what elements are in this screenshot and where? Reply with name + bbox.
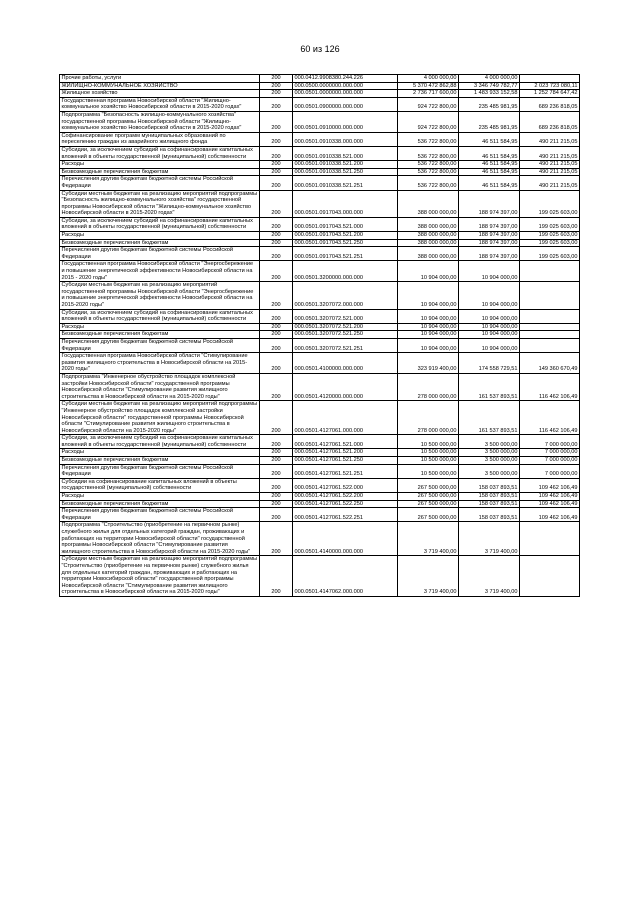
row-unexecuted-cell	[520, 323, 580, 331]
table-row	[60, 331, 580, 339]
row-classification-cell: 000.0501.0910338.521.250	[293, 168, 398, 176]
row-name-cell: Софинансирование программ муниципальных образований по переселению граждан из аварийного жилищного фонда	[60, 132, 260, 146]
row-executed-cell: 188 974 397,00	[459, 239, 520, 247]
row-code-cell: 200	[260, 97, 293, 111]
row-unexecuted-cell: 7 000 000,00	[520, 435, 580, 449]
table-row	[60, 176, 580, 190]
row-approved-cell: 10 904 000,00	[398, 309, 459, 323]
table-row	[60, 401, 580, 435]
row-code-cell: 200	[260, 373, 293, 400]
row-executed-cell: 161 537 893,51	[459, 401, 520, 435]
row-executed-cell: 161 537 893,51	[459, 373, 520, 400]
row-classification-cell: 000.0501.4127061.522.000	[293, 478, 398, 492]
row-approved-cell: 278 000 000,00	[398, 401, 459, 435]
row-code-cell: 200	[260, 449, 293, 457]
row-classification-cell: 000.0501.0917043.521.251	[293, 247, 398, 261]
row-name-cell: Безвозмездные перечисления бюджетам	[60, 239, 260, 247]
row-unexecuted-cell: 490 211 215,05	[520, 146, 580, 160]
row-classification-cell: 000.0501.0917043.521.000	[293, 217, 398, 231]
row-approved-cell: 267 500 000,00	[398, 508, 459, 522]
row-code-cell: 200	[260, 556, 293, 597]
row-executed-cell: 158 037 893,51	[459, 500, 520, 508]
row-code-cell: 200	[260, 176, 293, 190]
row-executed-cell: 235 485 981,95	[459, 111, 520, 132]
table-row	[60, 464, 580, 478]
row-classification-cell: 000.0501.4127061.521.000	[293, 435, 398, 449]
row-approved-cell: 10 904 000,00	[398, 261, 459, 282]
row-unexecuted-cell	[520, 556, 580, 597]
row-approved-cell: 536 722 800,00	[398, 146, 459, 160]
row-code-cell: 200	[260, 146, 293, 160]
row-name-cell: Государственная программа Новосибирской области "Жилищно-коммунальное хозяйство Новосибирской области в 2015-2020 годах"	[60, 97, 260, 111]
row-executed-cell: 158 037 893,51	[459, 493, 520, 501]
row-code-cell: 200	[260, 132, 293, 146]
row-approved-cell: 267 500 000,00	[398, 493, 459, 501]
row-name-cell: Субсидии, за исключением субсидий на софинансирование капитальных вложений в объекты государственной (муниципальной) собственности	[60, 146, 260, 160]
row-code-cell: 200	[260, 353, 293, 374]
row-unexecuted-cell: 7 000 000,00	[520, 449, 580, 457]
row-approved-cell: 10 500 000,00	[398, 457, 459, 465]
row-unexecuted-cell: 109 462 106,49	[520, 500, 580, 508]
row-classification-cell: 000.0412.9908380.244.226	[293, 75, 398, 83]
row-unexecuted-cell: 490 211 215,05	[520, 176, 580, 190]
table-row	[60, 449, 580, 457]
row-name-cell: ЖИЛИЩНО-КОММУНАЛЬНОЕ ХОЗЯЙСТВО	[60, 82, 260, 90]
row-name-cell: Субсидии местным бюджетам на реализацию мероприятий государственной программы Новосибирской области "Энергосбережение и повышение энергетической эффективности Новосибирской области на 2015-2020 годы"	[60, 282, 260, 309]
row-executed-cell: 3 719 400,00	[459, 522, 520, 556]
row-classification-cell: 000.0501.3207072.521.000	[293, 309, 398, 323]
row-classification-cell: 000.0501.3207072.521.200	[293, 323, 398, 331]
table-row	[60, 457, 580, 465]
row-code-cell: 200	[260, 522, 293, 556]
table-row	[60, 132, 580, 146]
table-row	[60, 338, 580, 352]
table-row	[60, 353, 580, 374]
row-executed-cell: 3 500 000,00	[459, 464, 520, 478]
row-classification-cell: 000.0501.0910338.521.000	[293, 146, 398, 160]
row-classification-cell: 000.0501.4147062.000.000	[293, 556, 398, 597]
row-classification-cell: 000.0501.0910000.000.000	[293, 111, 398, 132]
row-classification-cell: 000.0501.4127061.522.251	[293, 508, 398, 522]
row-unexecuted-cell: 7 000 000,00	[520, 464, 580, 478]
row-name-cell: Расходы	[60, 323, 260, 331]
table-row	[60, 373, 580, 400]
table-row	[60, 478, 580, 492]
row-code-cell: 200	[260, 282, 293, 309]
table-row	[60, 435, 580, 449]
row-code-cell: 200	[260, 190, 293, 217]
table-row	[60, 239, 580, 247]
row-name-cell: Расходы	[60, 449, 260, 457]
row-executed-cell: 3 500 000,00	[459, 435, 520, 449]
row-executed-cell: 188 974 397,00	[459, 217, 520, 231]
row-approved-cell: 536 722 800,00	[398, 161, 459, 169]
row-code-cell: 200	[260, 168, 293, 176]
row-code-cell: 200	[260, 111, 293, 132]
row-approved-cell: 10 500 000,00	[398, 435, 459, 449]
row-approved-cell: 536 722 800,00	[398, 132, 459, 146]
table-row	[60, 508, 580, 522]
row-executed-cell: 3 500 000,00	[459, 449, 520, 457]
row-unexecuted-cell: 116 462 106,49	[520, 373, 580, 400]
row-code-cell: 200	[260, 493, 293, 501]
row-classification-cell: 000.0501.0910338.521.251	[293, 176, 398, 190]
row-unexecuted-cell: 109 462 106,49	[520, 508, 580, 522]
table-row	[60, 161, 580, 169]
row-approved-cell: 10 904 000,00	[398, 282, 459, 309]
row-approved-cell: 3 719 400,00	[398, 522, 459, 556]
row-executed-cell: 1 483 933 152,58	[459, 90, 520, 98]
row-approved-cell: 5 370 472 862,88	[398, 82, 459, 90]
row-classification-cell: 000.0501.4127061.521.200	[293, 449, 398, 457]
row-name-cell: Перечисления другим бюджетам бюджетной системы Российской Федерации	[60, 176, 260, 190]
row-executed-cell: 4 000 000,00	[459, 75, 520, 83]
row-executed-cell: 10 904 000,00	[459, 309, 520, 323]
row-executed-cell: 235 485 981,95	[459, 97, 520, 111]
row-classification-cell: 000.0501.0900000.000.000	[293, 97, 398, 111]
row-classification-cell: 000.0501.4127061.521.250	[293, 457, 398, 465]
row-classification-cell: 000.0501.3207072.521.251	[293, 338, 398, 352]
table-row	[60, 556, 580, 597]
table-row	[60, 261, 580, 282]
row-classification-cell: 000.0501.0000000.000.000	[293, 90, 398, 98]
row-executed-cell: 46 511 584,95	[459, 132, 520, 146]
row-approved-cell: 388 000 000,00	[398, 190, 459, 217]
row-code-cell: 200	[260, 338, 293, 352]
row-executed-cell: 10 904 000,00	[459, 331, 520, 339]
row-approved-cell: 924 722 800,00	[398, 97, 459, 111]
row-code-cell: 200	[260, 323, 293, 331]
row-executed-cell: 46 511 584,95	[459, 146, 520, 160]
row-name-cell: Безвозмездные перечисления бюджетам	[60, 331, 260, 339]
row-approved-cell: 2 736 717 600,00	[398, 90, 459, 98]
table-row	[60, 309, 580, 323]
table-row	[60, 111, 580, 132]
row-executed-cell: 10 904 000,00	[459, 338, 520, 352]
table-row	[60, 90, 580, 98]
row-name-cell: Подпрограмма "Строительство (приобретение на первичном рынке) служебного жилья для отдельных категорий граждан, проживающих и работающих на территории Новосибирской области" государственной программы Новосибирской области "Стимулирование развития жилищного строительства в Новосибирской области на 2015-2020 годы"	[60, 522, 260, 556]
row-executed-cell: 188 974 397,00	[459, 190, 520, 217]
row-code-cell: 200	[260, 232, 293, 240]
row-executed-cell: 46 511 584,95	[459, 176, 520, 190]
row-classification-cell: 000.0501.0917043.521.200	[293, 232, 398, 240]
row-code-cell: 200	[260, 90, 293, 98]
row-executed-cell: 174 558 729,51	[459, 353, 520, 374]
row-approved-cell: 388 000 000,00	[398, 217, 459, 231]
table-row	[60, 146, 580, 160]
row-unexecuted-cell	[520, 261, 580, 282]
row-name-cell: Перечисления другим бюджетам бюджетной системы Российской Федерации	[60, 247, 260, 261]
row-name-cell: Безвозмездные перечисления бюджетам	[60, 168, 260, 176]
row-executed-cell: 10 904 000,00	[459, 323, 520, 331]
row-unexecuted-cell: 149 360 670,49	[520, 353, 580, 374]
row-unexecuted-cell: 199 025 603,00	[520, 247, 580, 261]
row-code-cell: 200	[260, 247, 293, 261]
row-approved-cell: 536 722 800,00	[398, 176, 459, 190]
row-executed-cell: 188 974 397,00	[459, 232, 520, 240]
row-classification-cell: 000.0501.0910338.521.200	[293, 161, 398, 169]
row-unexecuted-cell	[520, 331, 580, 339]
row-approved-cell: 278 000 000,00	[398, 373, 459, 400]
row-code-cell: 200	[260, 217, 293, 231]
table-row	[60, 232, 580, 240]
row-unexecuted-cell	[520, 282, 580, 309]
row-name-cell: Субсидии на софинансирование капитальных вложений в объекты государственной (муниципальной) собственности	[60, 478, 260, 492]
row-approved-cell: 267 500 000,00	[398, 500, 459, 508]
row-classification-cell: 000.0501.0917043.000.000	[293, 190, 398, 217]
row-code-cell: 200	[260, 261, 293, 282]
row-code-cell: 200	[260, 331, 293, 339]
row-name-cell: Подпрограмма "Безопасность жилищно-коммунального хозяйства" государственной программы Новосибирской области "Жилищно-коммунальное хозяйство Новосибирской области в 2015-2020 годах"	[60, 111, 260, 132]
row-unexecuted-cell	[520, 309, 580, 323]
row-unexecuted-cell: 490 211 215,05	[520, 161, 580, 169]
row-classification-cell: 000.0501.4127061.000.000	[293, 401, 398, 435]
row-name-cell: Субсидии местным бюджетам на реализацию мероприятий подпрограммы "Безопасность жилищно-коммунального хозяйства" государственной программы Новосибирской области "Жилищно-коммунальное хозяйство Новосибирской области в 2015-2020 годах"	[60, 190, 260, 217]
row-executed-cell: 188 974 397,00	[459, 247, 520, 261]
row-name-cell: Прочие работы, услуги	[60, 75, 260, 83]
row-classification-cell: 000.0501.3207072.521.250	[293, 331, 398, 339]
row-name-cell: Субсидии, за исключением субсидий на софинансирование капитальных вложений в объекты государственной (муниципальной) собственности	[60, 435, 260, 449]
row-approved-cell: 10 904 000,00	[398, 338, 459, 352]
row-classification-cell: 000.0501.0910338.000.000	[293, 132, 398, 146]
row-name-cell: Безвозмездные перечисления бюджетам	[60, 500, 260, 508]
row-code-cell: 200	[260, 464, 293, 478]
row-executed-cell: 158 037 893,51	[459, 478, 520, 492]
row-name-cell: Жилищное хозяйство	[60, 90, 260, 98]
table-row	[60, 75, 580, 83]
row-approved-cell: 267 500 000,00	[398, 478, 459, 492]
table-row	[60, 97, 580, 111]
row-unexecuted-cell: 199 025 603,00	[520, 239, 580, 247]
row-classification-cell: 000.0501.4140000.000.000	[293, 522, 398, 556]
table-row	[60, 168, 580, 176]
row-unexecuted-cell	[520, 338, 580, 352]
row-code-cell: 200	[260, 309, 293, 323]
table-row	[60, 323, 580, 331]
row-executed-cell: 3 500 000,00	[459, 457, 520, 465]
row-approved-cell: 10 500 000,00	[398, 464, 459, 478]
row-classification-cell: 000.0501.3207072.000.000	[293, 282, 398, 309]
row-executed-cell: 3 719 400,00	[459, 556, 520, 597]
row-approved-cell: 10 500 000,00	[398, 449, 459, 457]
page-number: 60 из 126	[300, 44, 340, 54]
row-name-cell: Субсидии, за исключением субсидий на софинансирование капитальных вложений в объекты государственной (муниципальной) собственности	[60, 309, 260, 323]
table-row	[60, 82, 580, 90]
row-code-cell: 200	[260, 75, 293, 83]
row-unexecuted-cell: 7 000 000,00	[520, 457, 580, 465]
budget-table	[59, 74, 580, 597]
row-name-cell: Перечисления другим бюджетам бюджетной системы Российской Федерации	[60, 464, 260, 478]
row-code-cell: 200	[260, 435, 293, 449]
row-approved-cell: 323 919 400,00	[398, 353, 459, 374]
table-row	[60, 522, 580, 556]
row-approved-cell: 388 000 000,00	[398, 247, 459, 261]
row-name-cell: Государственная программа Новосибирской области "Энергосбережение и повышение энергетической эффективности Новосибирской области на 2015 - 2020 годы"	[60, 261, 260, 282]
row-classification-cell: 000.0501.4127061.522.250	[293, 500, 398, 508]
row-unexecuted-cell: 2 023 723 080,11	[520, 82, 580, 90]
row-unexecuted-cell: 199 025 603,00	[520, 217, 580, 231]
row-code-cell: 200	[260, 457, 293, 465]
budget-table-body	[60, 75, 580, 597]
row-executed-cell: 46 511 584,95	[459, 161, 520, 169]
row-unexecuted-cell: 689 236 818,05	[520, 97, 580, 111]
row-unexecuted-cell: 490 211 215,05	[520, 132, 580, 146]
row-code-cell: 200	[260, 500, 293, 508]
row-name-cell: Подпрограмма "Инженерное обустройство площадок комплексной застройки Новосибирской области" государственной программы Новосибирской области "Стимулирование развития жилищного строительства в Новосибирской области на 2015-2020 годы"	[60, 373, 260, 400]
row-unexecuted-cell	[520, 75, 580, 83]
row-classification-cell: 000.0500.0000000.000.000	[293, 82, 398, 90]
row-code-cell: 200	[260, 161, 293, 169]
row-name-cell: Безвозмездные перечисления бюджетам	[60, 457, 260, 465]
table-row	[60, 493, 580, 501]
row-name-cell: Субсидии, за исключением субсидий на софинансирование капитальных вложений в объекты государственной (муниципальной) собственности	[60, 217, 260, 231]
row-approved-cell: 924 722 800,00	[398, 111, 459, 132]
row-code-cell: 200	[260, 401, 293, 435]
row-approved-cell: 10 904 000,00	[398, 323, 459, 331]
row-executed-cell: 10 904 000,00	[459, 261, 520, 282]
row-approved-cell: 4 000 000,00	[398, 75, 459, 83]
row-name-cell: Субсидии местным бюджетам на реализацию мероприятий подпрограммы "Инженерное обустройство площадок комплексной застройки Новосибирской области" государственной программы Новосибирской области "Стимулирование развития жилищного строительства в Новосибирской области на 2015-2020 годы"	[60, 401, 260, 435]
row-unexecuted-cell: 689 236 818,05	[520, 111, 580, 132]
row-executed-cell: 46 511 584,95	[459, 168, 520, 176]
row-code-cell: 200	[260, 82, 293, 90]
row-unexecuted-cell: 109 462 106,49	[520, 493, 580, 501]
row-classification-cell: 000.0501.4120000.000.000	[293, 373, 398, 400]
row-unexecuted-cell: 1 252 784 647,42	[520, 90, 580, 98]
row-classification-cell: 000.0501.4100000.000.000	[293, 353, 398, 374]
table-row	[60, 217, 580, 231]
row-unexecuted-cell: 109 462 106,49	[520, 478, 580, 492]
row-code-cell: 200	[260, 239, 293, 247]
row-approved-cell: 3 719 400,00	[398, 556, 459, 597]
row-unexecuted-cell: 490 211 215,05	[520, 168, 580, 176]
row-name-cell: Расходы	[60, 493, 260, 501]
row-executed-cell: 158 037 893,51	[459, 508, 520, 522]
row-approved-cell: 10 904 000,00	[398, 331, 459, 339]
row-executed-cell: 10 904 000,00	[459, 282, 520, 309]
table-row	[60, 282, 580, 309]
row-code-cell: 200	[260, 478, 293, 492]
table-row	[60, 500, 580, 508]
row-approved-cell: 388 000 000,00	[398, 239, 459, 247]
row-code-cell: 200	[260, 508, 293, 522]
row-unexecuted-cell: 116 462 106,49	[520, 401, 580, 435]
row-executed-cell: 3 346 749 782,77	[459, 82, 520, 90]
row-classification-cell: 000.0501.3200000.000.000	[293, 261, 398, 282]
table-row	[60, 247, 580, 261]
row-name-cell: Перечисления другим бюджетам бюджетной системы Российской Федерации	[60, 338, 260, 352]
row-name-cell: Государственная программа Новосибирской области "Стимулирование развития жилищного строительства в Новосибирской области на 2015-2020 годы"	[60, 353, 260, 374]
row-name-cell: Перечисления другим бюджетам бюджетной системы Российской Федерации	[60, 508, 260, 522]
row-classification-cell: 000.0501.0917043.521.250	[293, 239, 398, 247]
row-unexecuted-cell: 199 025 603,00	[520, 232, 580, 240]
row-name-cell: Расходы	[60, 161, 260, 169]
row-classification-cell: 000.0501.4127061.521.251	[293, 464, 398, 478]
row-classification-cell: 000.0501.4127061.522.200	[293, 493, 398, 501]
row-approved-cell: 536 722 800,00	[398, 168, 459, 176]
table-row	[60, 190, 580, 217]
row-name-cell: Субсидии местным бюджетам на реализацию мероприятий подпрограммы "Строительство (приобретение на первичном рынке) служебного жилья для отдельных категорий граждан, проживающих и работающих на территории Новосибирской области" государственной программы Новосибирской области "Стимулирование развития жилищного строительства в Новосибирской области на 2015-2020 годы"	[60, 556, 260, 597]
row-approved-cell: 388 000 000,00	[398, 232, 459, 240]
row-unexecuted-cell	[520, 522, 580, 556]
row-name-cell: Расходы	[60, 232, 260, 240]
row-unexecuted-cell: 199 025 603,00	[520, 190, 580, 217]
